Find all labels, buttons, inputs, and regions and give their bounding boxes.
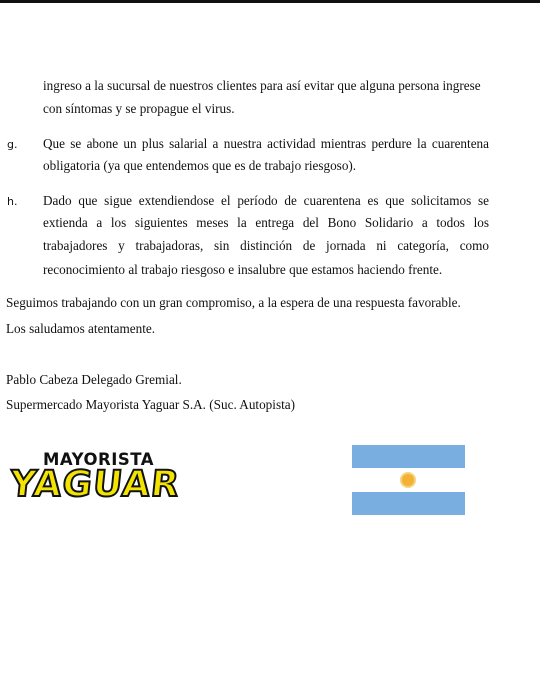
- signature-company: Supermercado Mayorista Yaguar S.A. (Suc. Autopista): [6, 397, 295, 412]
- item-h-line-4: reconocimiento al trabajo riesgoso e insalubre que estamos haciendo frente.: [43, 262, 443, 277]
- top-border: [0, 0, 540, 3]
- item-g-line-1: Que se abone un plus salarial a nuestra actividad mientras perdure la cuarentena: [43, 136, 489, 151]
- sun-of-may-icon: [402, 474, 414, 486]
- logo-mayorista-text: MAYORISTA: [43, 450, 154, 469]
- flag-top-stripe: [352, 445, 465, 468]
- item-g-line-2: obligatoria (ya que entendemos que es de trabajo riesgoso).: [43, 158, 357, 173]
- closing-paragraph: Seguimos trabajando con un gran compromiso, a la espera de una respuesta favorable.: [6, 295, 461, 310]
- item-g-marker: g.: [7, 138, 18, 151]
- logo-yaguar-text: YAGUAR: [7, 464, 182, 505]
- argentina-flag: [352, 445, 465, 515]
- greeting: Los saludamos atentamente.: [6, 321, 156, 336]
- item-h-line-2: extienda a los siguientes meses la entrega del Bono Solidario a todos los: [43, 215, 489, 230]
- item-h-marker: h.: [7, 195, 18, 208]
- flag-bottom-stripe: [352, 492, 465, 515]
- continuation-line-1: ingreso a la sucursal de nuestros clientes para así evitar que alguna persona ingrese: [43, 78, 481, 93]
- item-h-line-3: trabajadores y trabajadoras, sin distinción de jornada ni categoría, como: [43, 238, 489, 253]
- continuation-line-2: con síntomas y se propague el virus.: [43, 101, 235, 116]
- item-h-line-1: Dado que sigue extendiendose el período de cuarentena es que solicitamos se: [43, 193, 489, 208]
- signature-name: Pablo Cabeza Delegado Gremial.: [6, 372, 182, 387]
